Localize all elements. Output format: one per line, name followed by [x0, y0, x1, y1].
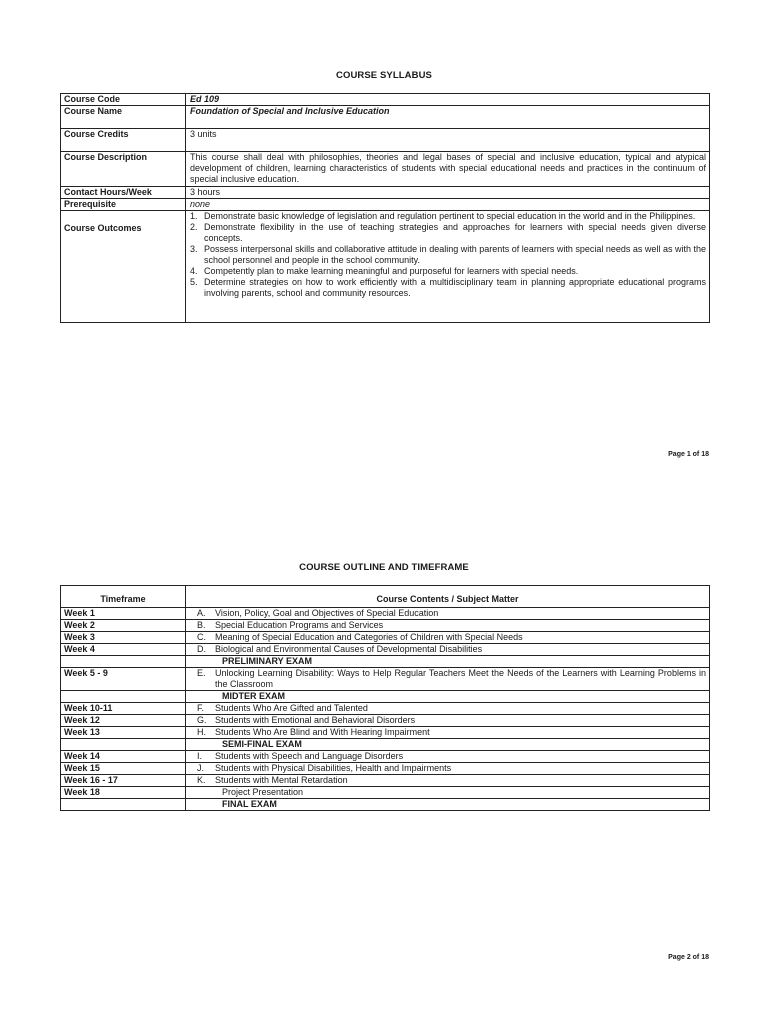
timeframe-cell — [61, 691, 186, 703]
topic-letter: B. — [197, 620, 206, 630]
timeframe-cell: Week 16 - 17 — [61, 775, 186, 787]
contents-cell — [186, 751, 710, 763]
timeframe-cell — [61, 656, 186, 668]
outcome-item: 1. Demonstrate basic knowledge of legislation and regulation pertinent to special education in the world and in the Philippines. — [190, 211, 696, 221]
topic-text: Students with Mental Retardation — [215, 775, 348, 785]
course-info-table — [60, 93, 710, 323]
course-outline-table — [60, 585, 710, 811]
contents-cell — [186, 799, 710, 811]
timeframe-cell: Week 4 — [61, 644, 186, 656]
topic-letter: J. — [197, 763, 205, 773]
table-row — [61, 739, 710, 751]
topic-letter: K. — [197, 775, 206, 785]
table-row — [61, 608, 710, 620]
table-row — [61, 644, 710, 656]
table-row — [61, 703, 710, 715]
timeframe-cell: Week 2 — [61, 620, 186, 632]
topic-text: Biological and Environmental Causes of Developmental Disabilities — [215, 644, 483, 654]
table-row — [61, 775, 710, 787]
contents-header: Course Contents / Subject Matter — [186, 586, 710, 608]
topic-text: Unlocking Learning Disability: Ways to Help Regular Teachers Meet the Needs of the Learners with Learning Problems in the Classroom — [215, 668, 706, 689]
prerequisite-label: Prerequisite — [61, 199, 186, 211]
table-row — [61, 656, 710, 668]
course-credits-label: Course Credits — [61, 129, 186, 152]
prerequisite-value: none — [186, 199, 710, 211]
outcome-item: 5. Determine strategies on how to work efficiently with a multidisciplinary team in planning appropriate educational programs involving parents, school and community resources. — [190, 277, 706, 298]
topic-letter: E. — [197, 668, 206, 678]
topic-text: Students with Emotional and Behavioral Disorders — [215, 715, 416, 725]
table-row — [61, 715, 710, 727]
table-row — [61, 668, 710, 691]
page-title: COURSE SYLLABUS — [336, 70, 432, 81]
course-credits-value: 3 units — [186, 129, 710, 152]
topic-letter: D. — [197, 644, 206, 654]
table-row — [61, 799, 710, 811]
exam-label: FINAL EXAM — [222, 799, 277, 809]
topic-text: Vision, Policy, Goal and Objectives of Special Education — [215, 608, 439, 618]
outcomes-list — [190, 211, 706, 301]
contents-cell — [186, 739, 710, 751]
table-row — [61, 691, 710, 703]
course-code-label: Course Code — [61, 94, 186, 106]
course-code-value: Ed 109 — [186, 94, 710, 106]
timeframe-cell: Week 3 — [61, 632, 186, 644]
topic-letter: G. — [197, 715, 207, 725]
table-row — [61, 763, 710, 775]
table-row — [61, 787, 710, 799]
timeframe-cell — [61, 799, 186, 811]
timeframe-cell — [61, 739, 186, 751]
topic-text: Students Who Are Blind and With Hearing Impairment — [215, 727, 430, 737]
exam-label: SEMI-FINAL EXAM — [222, 739, 302, 749]
contact-hours-value: 3 hours — [186, 187, 710, 199]
course-description-value: This course shall deal with philosophies, theories and legal bases of special and inclusive education, typical and atypical development of children, learning characteristics of students with special educational needs and practices in the continuum of special inclusive education. — [186, 152, 710, 187]
contents-cell — [186, 668, 710, 691]
contents-cell — [186, 715, 710, 727]
table-row — [61, 620, 710, 632]
exam-label: PRELIMINARY EXAM — [222, 656, 313, 666]
page-number: Page 1 of 18 — [668, 451, 709, 458]
page-number: Page 2 of 18 — [668, 954, 709, 961]
contents-cell — [186, 632, 710, 644]
topic-letter: I. — [197, 751, 203, 761]
topic-text: Special Education Programs and Services — [215, 620, 384, 630]
topic-text: Students with Physical Disabilities, Health and Impairments — [215, 763, 452, 773]
contents-cell — [186, 656, 710, 668]
outcome-item: 2. Demonstrate flexibility in the use of teaching strategies and approaches for learners with special needs given diverse concepts. — [190, 222, 706, 243]
table-row — [61, 751, 710, 763]
topic-letter: C. — [197, 632, 206, 642]
timeframe-cell: Week 13 — [61, 727, 186, 739]
contents-cell — [186, 644, 710, 656]
course-outcomes-value — [186, 211, 710, 323]
topic-letter: A. — [197, 608, 206, 618]
contents-cell — [186, 787, 710, 799]
course-outcomes-label: Course Outcomes — [61, 211, 186, 323]
topic-text: Meaning of Special Education and Categories of Children with Special Needs — [215, 632, 523, 642]
contents-cell — [186, 703, 710, 715]
timeframe-cell: Week 1 — [61, 608, 186, 620]
contents-cell — [186, 775, 710, 787]
timeframe-cell: Week 10-11 — [61, 703, 186, 715]
timeframe-header: Timeframe — [61, 586, 186, 608]
contents-cell — [186, 727, 710, 739]
outcome-item: 3. Possess interpersonal skills and collaborative attitude in dealing with parents of learners with special needs as well as with the school personnel and people in the school community. — [190, 244, 706, 265]
timeframe-cell: Week 12 — [61, 715, 186, 727]
topic-letter: F. — [197, 703, 205, 713]
topic-letter: H. — [197, 727, 206, 737]
course-name-label: Course Name — [61, 106, 186, 129]
table-row — [61, 727, 710, 739]
course-description-label: Course Description — [61, 152, 186, 187]
contents-cell — [186, 691, 710, 703]
exam-label: MIDTER EXAM — [222, 691, 285, 701]
table-row — [61, 632, 710, 644]
timeframe-cell: Week 18 — [61, 787, 186, 799]
contents-cell — [186, 608, 710, 620]
timeframe-cell: Week 15 — [61, 763, 186, 775]
topic-text: Students Who Are Gifted and Talented — [215, 703, 368, 713]
timeframe-cell: Week 5 - 9 — [61, 668, 186, 691]
page-title: COURSE OUTLINE AND TIMEFRAME — [299, 562, 469, 573]
course-name-value: Foundation of Special and Inclusive Education — [186, 106, 710, 129]
contents-cell — [186, 763, 710, 775]
contents-cell — [186, 620, 710, 632]
timeframe-cell: Week 14 — [61, 751, 186, 763]
topic-text: Project Presentation — [222, 787, 304, 797]
contact-hours-label: Contact Hours/Week — [61, 187, 186, 199]
topic-text: Students with Speech and Language Disorders — [215, 751, 404, 761]
outcome-item: 4. Competently plan to make learning meaningful and purposeful for learners with special needs. — [190, 266, 579, 276]
